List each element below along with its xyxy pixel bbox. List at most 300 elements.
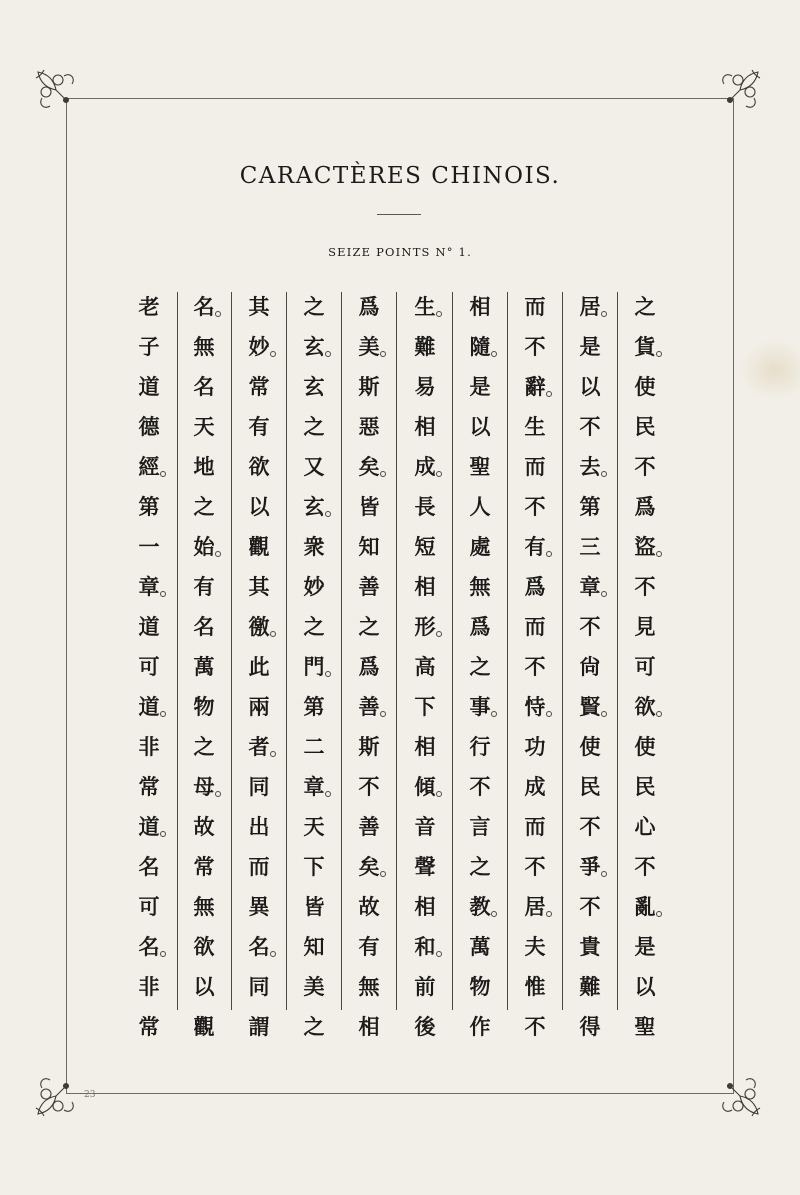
character-glyph: 名 (248, 935, 270, 959)
character-cell (239, 1007, 279, 1047)
character-cell (625, 807, 665, 847)
character-glyph: 惟 (524, 975, 546, 999)
character-cell (405, 607, 445, 647)
character-cell (570, 407, 610, 447)
character-cell (460, 887, 500, 927)
character-cell (460, 927, 500, 967)
character-cell (349, 727, 389, 767)
character-glyph: 一 (138, 535, 160, 559)
character-glyph: 萬 (193, 655, 215, 679)
character-cell (129, 1007, 169, 1047)
character-glyph: 欲 (634, 695, 656, 719)
character-glyph: 觀 (193, 1015, 215, 1039)
character-cell (515, 287, 555, 327)
character-cell (625, 487, 665, 527)
title-rule (377, 214, 421, 215)
character-cell (460, 727, 500, 767)
character-cell (570, 567, 610, 607)
character-glyph: 兩 (248, 695, 270, 719)
character-cell (515, 807, 555, 847)
character-glyph: 使 (634, 375, 656, 399)
character-glyph: 善 (358, 815, 380, 839)
character-cell (515, 727, 555, 767)
character-glyph: 無 (469, 575, 491, 599)
character-glyph: 可 (138, 655, 160, 679)
character-glyph: 生 (524, 415, 546, 439)
character-cell (405, 847, 445, 887)
character-glyph: 故 (193, 815, 215, 839)
character-cell (184, 567, 224, 607)
character-cell (515, 687, 555, 727)
character-cell (349, 967, 389, 1007)
character-glyph: 第 (303, 695, 325, 719)
character-cell (294, 287, 334, 327)
character-cell (294, 807, 334, 847)
character-cell (294, 327, 334, 367)
character-cell (294, 647, 334, 687)
punctuation-circle-icon (436, 791, 442, 797)
character-cell (570, 327, 610, 367)
character-cell (239, 607, 279, 647)
character-cell (625, 847, 665, 887)
punctuation-circle-icon (325, 671, 331, 677)
character-glyph: 下 (414, 695, 436, 719)
character-cell (460, 407, 500, 447)
character-glyph: 相 (414, 735, 436, 759)
character-cell (460, 487, 500, 527)
character-glyph: 難 (414, 335, 436, 359)
character-cell (294, 967, 334, 1007)
character-cell (129, 287, 169, 327)
character-cell (570, 447, 610, 487)
punctuation-circle-icon (270, 751, 276, 757)
character-glyph: 道 (138, 615, 160, 639)
character-cell (239, 807, 279, 847)
character-glyph: 作 (469, 1015, 491, 1039)
character-glyph: 成 (414, 455, 436, 479)
character-glyph: 章 (303, 775, 325, 799)
page-subtitle: SEIZE POINTS N° 1. (328, 245, 472, 259)
character-glyph: 不 (634, 855, 656, 879)
character-glyph: 地 (193, 455, 215, 479)
character-glyph: 見 (634, 615, 656, 639)
character-glyph: 玄 (303, 335, 325, 359)
character-cell (460, 527, 500, 567)
character-glyph: 爲 (634, 495, 656, 519)
character-glyph: 欲 (193, 935, 215, 959)
character-cell (349, 807, 389, 847)
punctuation-circle-icon (436, 471, 442, 477)
character-cell (570, 527, 610, 567)
character-cell (570, 967, 610, 1007)
character-glyph: 下 (303, 855, 325, 879)
character-glyph: 惡 (358, 415, 380, 439)
character-glyph: 又 (303, 455, 325, 479)
character-glyph: 道 (138, 815, 160, 839)
character-glyph: 以 (469, 415, 491, 439)
character-glyph: 謂 (248, 1015, 270, 1039)
character-glyph: 美 (358, 335, 380, 359)
character-cell (405, 327, 445, 367)
character-cell (405, 287, 445, 327)
character-glyph: 常 (248, 375, 270, 399)
character-glyph: 物 (469, 975, 491, 999)
character-cell (460, 607, 500, 647)
character-glyph: 此 (248, 655, 270, 679)
punctuation-circle-icon (601, 471, 607, 477)
character-glyph: 天 (303, 815, 325, 839)
character-cell (570, 607, 610, 647)
character-glyph: 心 (634, 815, 656, 839)
character-glyph: 其 (248, 295, 270, 319)
character-glyph: 可 (634, 655, 656, 679)
text-column (349, 287, 389, 1039)
column-separator (507, 292, 508, 1010)
character-cell (129, 807, 169, 847)
character-cell (129, 487, 169, 527)
character-glyph: 知 (358, 535, 380, 559)
character-glyph: 是 (579, 335, 601, 359)
character-cell (239, 647, 279, 687)
character-glyph: 門 (303, 655, 325, 679)
character-glyph: 之 (303, 415, 325, 439)
character-cell (515, 767, 555, 807)
character-cell (349, 407, 389, 447)
column-separator (562, 292, 563, 1010)
punctuation-circle-icon (436, 311, 442, 317)
punctuation-circle-icon (546, 551, 552, 557)
character-cell (625, 447, 665, 487)
character-glyph: 經 (138, 455, 160, 479)
character-glyph: 妙 (248, 335, 270, 359)
character-glyph: 爲 (524, 575, 546, 599)
character-glyph: 異 (248, 895, 270, 919)
character-cell (184, 1007, 224, 1047)
character-glyph: 相 (469, 295, 491, 319)
character-glyph: 得 (579, 1015, 601, 1039)
corner-ornament-icon (34, 1070, 82, 1118)
character-cell (184, 487, 224, 527)
character-glyph: 隨 (469, 335, 491, 359)
character-cell (349, 887, 389, 927)
character-cell (129, 567, 169, 607)
character-glyph: 之 (358, 615, 380, 639)
character-glyph: 以 (579, 375, 601, 399)
character-cell (349, 287, 389, 327)
character-glyph: 是 (469, 375, 491, 399)
character-glyph: 名 (138, 935, 160, 959)
character-glyph: 相 (414, 575, 436, 599)
character-glyph: 善 (358, 575, 380, 599)
character-cell (239, 367, 279, 407)
character-cell (129, 527, 169, 567)
punctuation-circle-icon (656, 351, 662, 357)
character-glyph: 言 (469, 815, 491, 839)
character-glyph: 而 (248, 855, 270, 879)
character-cell (349, 447, 389, 487)
character-cell (625, 367, 665, 407)
character-glyph: 難 (579, 975, 601, 999)
punctuation-circle-icon (325, 791, 331, 797)
character-cell (405, 487, 445, 527)
character-cell (184, 607, 224, 647)
punctuation-circle-icon (601, 591, 607, 597)
character-cell (239, 927, 279, 967)
character-cell (294, 367, 334, 407)
character-glyph: 第 (138, 495, 160, 519)
character-cell (570, 927, 610, 967)
character-glyph: 道 (138, 695, 160, 719)
character-cell (349, 927, 389, 967)
character-cell (625, 287, 665, 327)
character-glyph: 故 (358, 895, 380, 919)
character-glyph: 恃 (524, 695, 546, 719)
character-glyph: 善 (358, 695, 380, 719)
character-glyph: 有 (193, 575, 215, 599)
character-glyph: 易 (414, 375, 436, 399)
character-glyph: 徼 (248, 615, 270, 639)
character-cell (294, 727, 334, 767)
character-cell (570, 887, 610, 927)
character-cell (405, 1007, 445, 1047)
character-cell (570, 807, 610, 847)
character-cell (515, 367, 555, 407)
character-cell (184, 527, 224, 567)
character-cell (405, 367, 445, 407)
character-cell (184, 887, 224, 927)
character-cell (184, 647, 224, 687)
character-cell (405, 727, 445, 767)
character-cell (239, 287, 279, 327)
character-glyph: 道 (138, 375, 160, 399)
character-glyph: 名 (193, 295, 215, 319)
character-cell (349, 487, 389, 527)
punctuation-circle-icon (270, 631, 276, 637)
character-glyph: 玄 (303, 495, 325, 519)
character-glyph: 萬 (469, 935, 491, 959)
character-glyph: 無 (358, 975, 380, 999)
character-glyph: 不 (634, 455, 656, 479)
character-glyph: 聖 (469, 455, 491, 479)
character-cell (460, 367, 500, 407)
character-glyph: 事 (469, 695, 491, 719)
character-cell (349, 1007, 389, 1047)
character-cell (184, 687, 224, 727)
character-glyph: 之 (193, 735, 215, 759)
punctuation-circle-icon (436, 631, 442, 637)
character-cell (515, 447, 555, 487)
character-cell (239, 727, 279, 767)
character-glyph: 之 (469, 655, 491, 679)
character-cell (460, 567, 500, 607)
character-glyph: 不 (469, 775, 491, 799)
character-glyph: 二 (303, 735, 325, 759)
character-glyph: 而 (524, 455, 546, 479)
character-cell (129, 927, 169, 967)
character-glyph: 貨 (634, 335, 656, 359)
character-glyph: 相 (414, 415, 436, 439)
punctuation-circle-icon (160, 471, 166, 477)
character-cell (460, 327, 500, 367)
character-cell (294, 847, 334, 887)
punctuation-circle-icon (325, 351, 331, 357)
character-cell (570, 487, 610, 527)
character-glyph: 不 (358, 775, 380, 799)
character-cell (349, 527, 389, 567)
character-cell (460, 1007, 500, 1047)
character-cell (405, 647, 445, 687)
character-cell (184, 847, 224, 887)
character-glyph: 有 (248, 415, 270, 439)
character-glyph: 而 (524, 815, 546, 839)
character-glyph: 德 (138, 415, 160, 439)
corner-ornament-icon (34, 68, 82, 116)
character-cell (515, 1007, 555, 1047)
punctuation-circle-icon (160, 951, 166, 957)
character-cell (294, 927, 334, 967)
character-cell (129, 447, 169, 487)
character-glyph: 斯 (358, 375, 380, 399)
character-glyph: 不 (579, 415, 601, 439)
character-glyph: 之 (303, 1015, 325, 1039)
character-cell (625, 687, 665, 727)
character-cell (239, 567, 279, 607)
character-glyph: 而 (524, 295, 546, 319)
punctuation-circle-icon (270, 951, 276, 957)
character-glyph: 不 (524, 855, 546, 879)
text-column (625, 287, 665, 1039)
character-glyph: 功 (524, 735, 546, 759)
character-glyph: 處 (469, 535, 491, 559)
text-column (515, 287, 555, 1039)
character-glyph: 老 (138, 295, 160, 319)
character-cell (625, 567, 665, 607)
character-glyph: 而 (524, 615, 546, 639)
punctuation-circle-icon (546, 391, 552, 397)
character-cell (625, 527, 665, 567)
character-cell (405, 407, 445, 447)
text-column (184, 287, 224, 1039)
character-glyph: 母 (193, 775, 215, 799)
punctuation-circle-icon (601, 711, 607, 717)
column-separator (177, 292, 178, 1010)
character-glyph: 短 (414, 535, 436, 559)
character-cell (570, 367, 610, 407)
character-cell (349, 687, 389, 727)
character-glyph: 尙 (579, 655, 601, 679)
character-glyph: 爲 (469, 615, 491, 639)
punctuation-circle-icon (160, 711, 166, 717)
character-glyph: 始 (193, 535, 215, 559)
punctuation-circle-icon (491, 911, 497, 917)
character-glyph: 不 (524, 655, 546, 679)
character-cell (129, 767, 169, 807)
character-glyph: 前 (414, 975, 436, 999)
character-glyph: 名 (193, 615, 215, 639)
character-cell (184, 447, 224, 487)
character-cell (460, 807, 500, 847)
character-cell (239, 767, 279, 807)
character-glyph: 名 (193, 375, 215, 399)
column-separator (617, 292, 618, 1010)
punctuation-circle-icon (491, 711, 497, 717)
character-glyph: 之 (303, 295, 325, 319)
character-glyph: 不 (579, 615, 601, 639)
character-cell (184, 327, 224, 367)
character-cell (405, 967, 445, 1007)
character-cell (184, 727, 224, 767)
character-glyph: 無 (193, 895, 215, 919)
character-cell (184, 767, 224, 807)
character-cell (129, 327, 169, 367)
character-cell (515, 487, 555, 527)
character-cell (515, 327, 555, 367)
character-glyph: 高 (414, 655, 436, 679)
column-separator (231, 292, 232, 1010)
character-cell (129, 407, 169, 447)
character-cell (239, 327, 279, 367)
corner-ornament-icon (714, 1070, 762, 1118)
character-glyph: 第 (579, 495, 601, 519)
punctuation-circle-icon (546, 711, 552, 717)
character-glyph: 音 (414, 815, 436, 839)
character-glyph: 不 (524, 335, 546, 359)
character-cell (515, 567, 555, 607)
character-glyph: 相 (414, 895, 436, 919)
character-cell (294, 767, 334, 807)
character-cell (570, 687, 610, 727)
character-glyph: 爭 (579, 855, 601, 879)
character-glyph: 教 (469, 895, 491, 919)
punctuation-circle-icon (656, 711, 662, 717)
character-glyph: 名 (138, 855, 160, 879)
character-cell (239, 527, 279, 567)
punctuation-circle-icon (601, 871, 607, 877)
character-glyph: 賢 (579, 695, 601, 719)
punctuation-circle-icon (380, 351, 386, 357)
character-glyph: 後 (414, 1015, 436, 1039)
character-glyph: 斯 (358, 735, 380, 759)
character-cell (239, 967, 279, 1007)
character-glyph: 傾 (414, 775, 436, 799)
character-glyph: 民 (634, 775, 656, 799)
character-glyph: 物 (193, 695, 215, 719)
character-cell (294, 407, 334, 447)
page-title: CARACTÈRES CHINOIS. (239, 163, 561, 189)
character-cell (570, 767, 610, 807)
character-glyph: 不 (524, 495, 546, 519)
character-cell (129, 607, 169, 647)
character-cell (239, 687, 279, 727)
character-glyph: 聲 (414, 855, 436, 879)
character-glyph: 衆 (303, 535, 325, 559)
character-cell (570, 647, 610, 687)
character-glyph: 居 (524, 895, 546, 919)
character-cell (129, 967, 169, 1007)
character-cell (349, 647, 389, 687)
punctuation-circle-icon (215, 551, 221, 557)
text-column (405, 287, 445, 1039)
character-glyph: 以 (193, 975, 215, 999)
character-glyph: 子 (138, 335, 160, 359)
character-cell (405, 767, 445, 807)
character-glyph: 使 (579, 735, 601, 759)
character-glyph: 常 (193, 855, 215, 879)
character-cell (129, 647, 169, 687)
character-glyph: 居 (579, 295, 601, 319)
punctuation-circle-icon (656, 911, 662, 917)
character-glyph: 成 (524, 775, 546, 799)
